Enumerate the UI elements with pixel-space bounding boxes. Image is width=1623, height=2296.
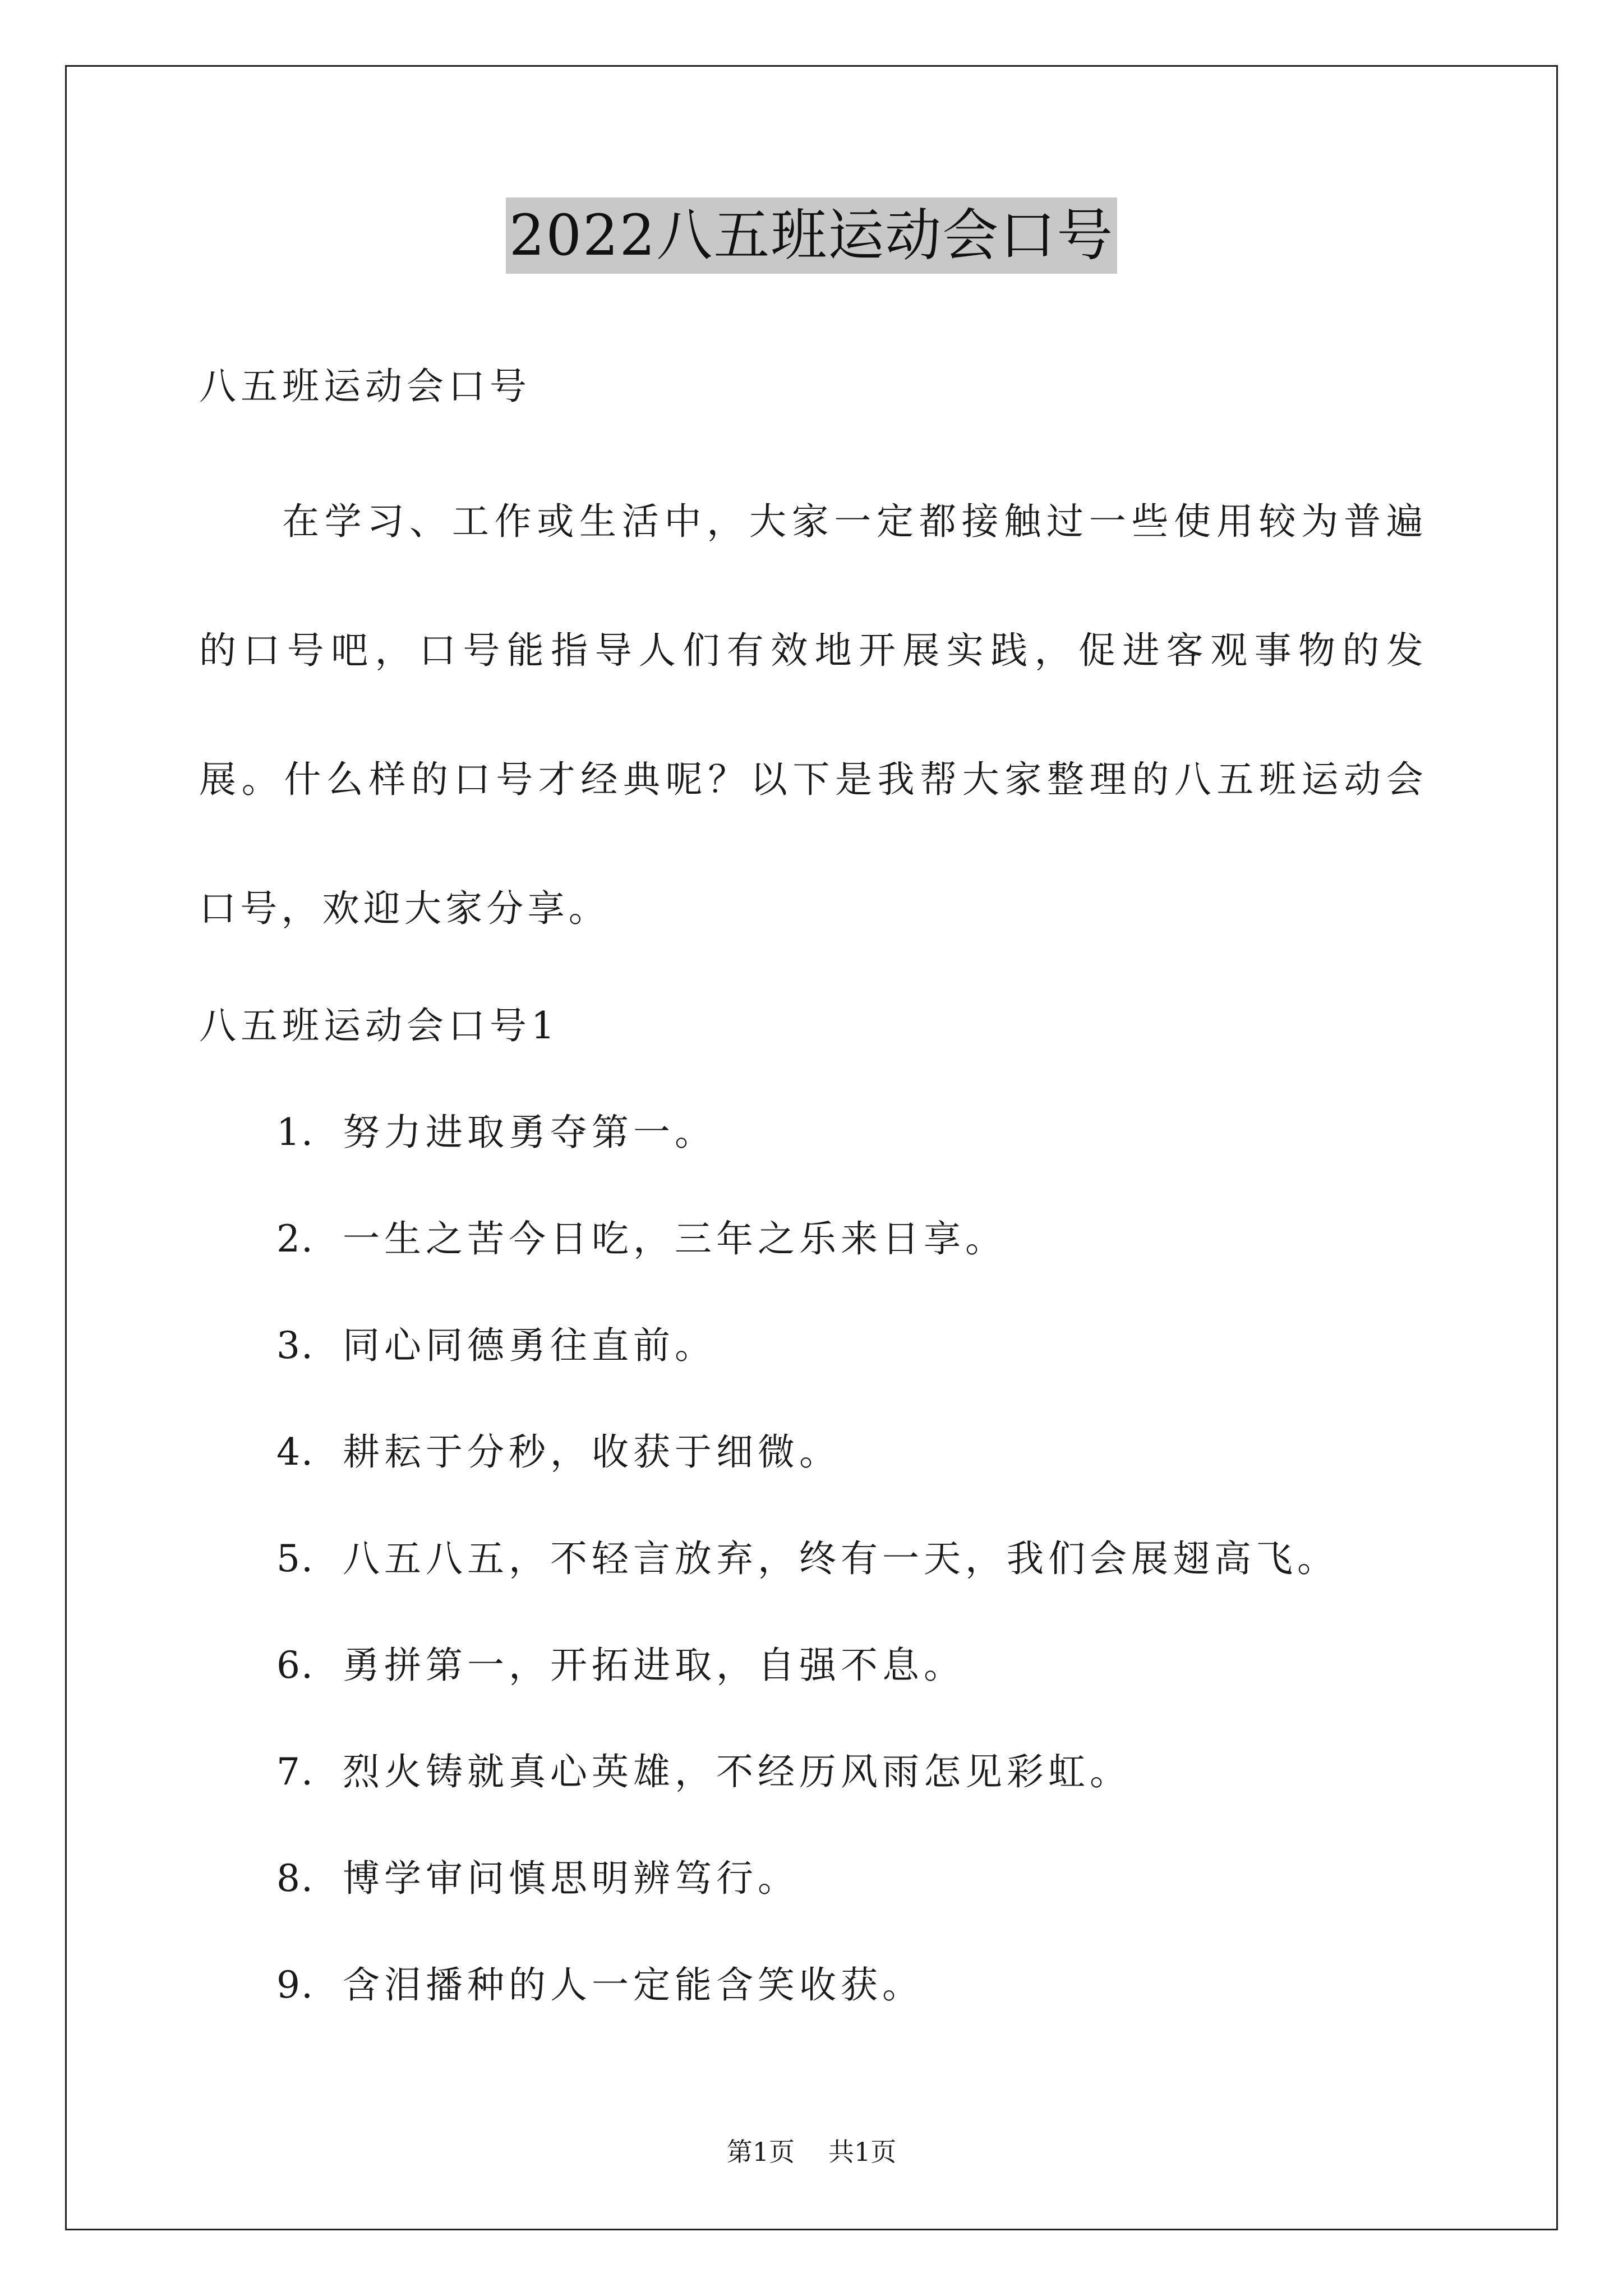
page-total: 共1页 [828, 2137, 897, 2167]
page-footer [0, 2132, 1623, 2169]
intro-paragraph: 在学习、工作或生活中，大家一定都接触过一些使用较为普遍的口号吧，口号能指导人们有效地开展实践，促进客观事物的发展。什么样的口号才经典呢？以下是我帮大家整理的八五班运动会口号，欢迎大家分享。 [199, 500, 1427, 930]
list-item-number: 7. [276, 1750, 314, 1793]
list-item-text: 耕耘于分秒，收获于细微。 [343, 1430, 841, 1474]
list-item-text: 一生之苦今日吃，三年之乐来日享。 [343, 1217, 1007, 1260]
document-title: 2022八五班运动会口号 [506, 197, 1118, 274]
list-item [276, 1848, 799, 1902]
list-item-number: 1. [276, 1111, 314, 1154]
list-item-text: 八五八五，不轻言放弃，终有一天，我们会展翅高飞。 [343, 1537, 1339, 1580]
section-heading: 八五班运动会口号1 [199, 1004, 559, 1047]
list-item [276, 1742, 1131, 1795]
list-item-text: 烈火铸就真心英雄，不经历风雨怎见彩虹。 [343, 1750, 1131, 1793]
list-item-number: 9. [276, 1963, 314, 2007]
list-item [276, 1635, 965, 1688]
list-item-number: 2. [276, 1217, 314, 1260]
list-item-number: 4. [276, 1430, 314, 1474]
title-container [0, 197, 1623, 274]
list-item-number: 5. [276, 1537, 314, 1580]
list-item-number: 3. [276, 1324, 314, 1367]
list-item-text: 努力进取勇夺第一。 [343, 1111, 716, 1154]
list-item-number: 6. [276, 1644, 314, 1687]
list-item [276, 1209, 1007, 1262]
list-item [276, 1955, 924, 2008]
list-item [276, 1529, 1339, 1582]
list-item-text: 同心同德勇往直前。 [343, 1324, 716, 1367]
list-item [276, 1315, 716, 1369]
list-item [276, 1422, 841, 1475]
page-number: 第1页 [726, 2137, 795, 2167]
list-item-number: 8. [276, 1857, 314, 1900]
list-item-text: 勇拼第一，开拓进取，自强不息。 [343, 1644, 965, 1687]
list-item-text: 含泪播种的人一定能含笑收获。 [343, 1963, 924, 2007]
list-item [276, 1102, 716, 1156]
list-item-text: 博学审问慎思明辨笃行。 [343, 1857, 799, 1900]
document-subtitle: 八五班运动会口号 [199, 365, 531, 408]
